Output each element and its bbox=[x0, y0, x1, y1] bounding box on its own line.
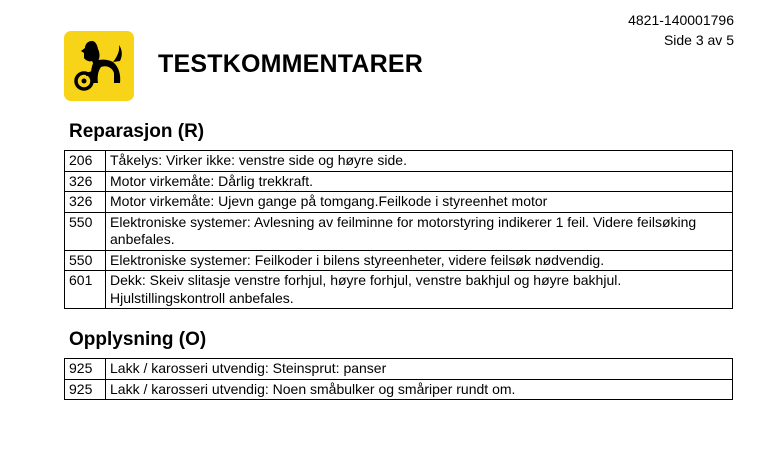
document-title: TESTKOMMENTARER bbox=[158, 50, 424, 78]
row-code: 326 bbox=[65, 171, 106, 192]
row-code: 925 bbox=[65, 379, 106, 400]
section-title-repair: Reparasjon (R) bbox=[69, 121, 205, 142]
row-code: 550 bbox=[65, 212, 106, 250]
table-row bbox=[65, 151, 733, 172]
row-text: Dekk: Skeiv slitasje venstre forhjul, høyre forhjul, venstre bakhjul og høyre bakhjul. Hjulstillingskontroll anbefales. bbox=[106, 271, 733, 309]
information-table bbox=[64, 358, 733, 400]
row-text: Elektroniske systemer: Avlesning av feilminne for motorstyring indikerer 1 feil. Videre feilsøking anbefales. bbox=[106, 212, 733, 250]
row-text: Tåkelys: Virker ikke: venstre side og høyre side. bbox=[106, 151, 733, 172]
table-row bbox=[65, 192, 733, 213]
document-meta bbox=[628, 10, 734, 50]
repair-table bbox=[64, 150, 733, 309]
brand-logo bbox=[64, 31, 134, 101]
row-code: 206 bbox=[65, 151, 106, 172]
page-number: Side 3 av 5 bbox=[663, 32, 734, 48]
table-row bbox=[65, 171, 733, 192]
row-text: Motor virkemåte: Ujevn gange på tomgang.Feilkode i styreenhet motor bbox=[106, 192, 733, 213]
table-row bbox=[65, 212, 733, 250]
row-text: Motor virkemåte: Dårlig trekkraft. bbox=[106, 171, 733, 192]
section-title-information: Opplysning (O) bbox=[69, 329, 207, 350]
row-code: 550 bbox=[65, 250, 106, 271]
row-text: Lakk / karosseri utvendig: Steinsprut: panser bbox=[106, 359, 733, 380]
lion-emblem-icon bbox=[64, 31, 134, 101]
document-number: 4821-140001796 bbox=[628, 12, 734, 28]
table-row bbox=[65, 271, 733, 309]
row-code: 326 bbox=[65, 192, 106, 213]
row-text: Elektroniske systemer: Feilkoder i bilens styreenheter, videre feilsøk nødvendig. bbox=[106, 250, 733, 271]
row-code: 925 bbox=[65, 359, 106, 380]
table-row bbox=[65, 359, 733, 380]
row-code: 601 bbox=[65, 271, 106, 309]
table-row bbox=[65, 379, 733, 400]
table-row bbox=[65, 250, 733, 271]
row-text: Lakk / karosseri utvendig: Noen småbulker og småriper rundt om. bbox=[106, 379, 733, 400]
